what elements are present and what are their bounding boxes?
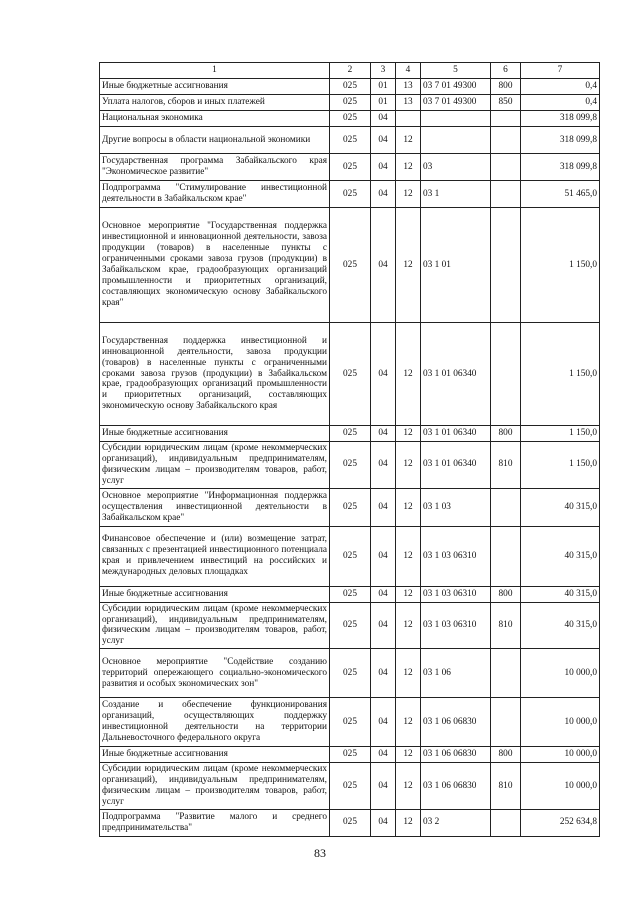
cell-amount: 10 000,0 — [521, 763, 600, 810]
cell-amount: 318 099,8 — [521, 154, 600, 181]
cell-expense-type: 810 — [491, 763, 521, 810]
table-row — [100, 488, 600, 526]
header-cell-expense-type: 6 — [491, 63, 521, 79]
cell-amount: 10 000,0 — [521, 649, 600, 698]
cell-amount: 252 634,8 — [521, 809, 600, 836]
table-row — [100, 181, 600, 208]
header-cell-ministry: 2 — [330, 63, 371, 79]
cell-section: 01 — [371, 79, 396, 95]
cell-section: 04 — [371, 154, 396, 181]
cell-name: Государственная поддержка инвестиционной и инновационной деятельности, завоза продукции (товаров) в населенные пункты с ограниченными сроками завоза грузов (продукции) в Забайкальском крае, градообразующих организаций промышленности и приоритетных организаций, составляющих экономическую основу Забайкальского края — [100, 323, 330, 426]
cell-amount: 1 150,0 — [521, 442, 600, 489]
table-row — [100, 208, 600, 323]
cell-ministry-code: 025 — [330, 442, 371, 489]
cell-subsection: 12 — [396, 154, 421, 181]
cell-name: Уплата налогов, сборов и иных платежей — [100, 95, 330, 111]
cell-name: Финансовое обеспечение и (или) возмещение затрат, связанных с презентацией инвестиционного потенциала края и привлечением инвестиций на российских и международных деловых площадках — [100, 526, 330, 586]
cell-ministry-code: 025 — [330, 79, 371, 95]
cell-amount: 40 315,0 — [521, 526, 600, 586]
cell-target-article: 03 1 06 — [421, 649, 491, 698]
cell-target-article: 03 1 03 — [421, 488, 491, 526]
cell-section: 04 — [371, 181, 396, 208]
cell-expense-type — [491, 488, 521, 526]
header-cell-target-article: 5 — [421, 63, 491, 79]
cell-section: 04 — [371, 526, 396, 586]
cell-section: 04 — [371, 208, 396, 323]
cell-target-article: 03 1 01 — [421, 208, 491, 323]
table-row — [100, 649, 600, 698]
cell-subsection: 12 — [396, 809, 421, 836]
header-cell-name: 1 — [100, 63, 330, 79]
cell-amount: 318 099,8 — [521, 127, 600, 154]
cell-section: 04 — [371, 488, 396, 526]
header-cell-amount: 7 — [521, 63, 600, 79]
cell-subsection: 12 — [396, 208, 421, 323]
cell-subsection: 13 — [396, 79, 421, 95]
cell-amount: 40 315,0 — [521, 602, 600, 649]
cell-subsection — [396, 111, 421, 127]
cell-name: Субсидии юридическим лицам (кроме некоммерческих организаций), индивидуальным предпринимателям, физическим лицам – производителям товаров, работ, услуг — [100, 763, 330, 810]
table-row — [100, 526, 600, 586]
cell-subsection: 12 — [396, 426, 421, 442]
cell-expense-type — [491, 127, 521, 154]
table-row — [100, 95, 600, 111]
cell-target-article: 03 1 — [421, 181, 491, 208]
page-number: 83 — [314, 846, 326, 860]
cell-ministry-code: 025 — [330, 95, 371, 111]
table-row — [100, 698, 600, 747]
table-row — [100, 79, 600, 95]
cell-amount: 10 000,0 — [521, 747, 600, 763]
cell-expense-type: 800 — [491, 586, 521, 602]
cell-expense-type — [491, 809, 521, 836]
cell-target-article: 03 7 01 49300 — [421, 79, 491, 95]
cell-section: 04 — [371, 586, 396, 602]
cell-expense-type — [491, 154, 521, 181]
table-row — [100, 442, 600, 489]
cell-ministry-code: 025 — [330, 323, 371, 426]
table-row — [100, 426, 600, 442]
cell-amount: 40 315,0 — [521, 488, 600, 526]
cell-amount: 318 099,8 — [521, 111, 600, 127]
cell-ministry-code: 025 — [330, 154, 371, 181]
table-row — [100, 127, 600, 154]
cell-target-article — [421, 111, 491, 127]
table-row — [100, 763, 600, 810]
cell-ministry-code: 025 — [330, 763, 371, 810]
cell-subsection: 12 — [396, 181, 421, 208]
cell-target-article: 03 1 03 06310 — [421, 586, 491, 602]
cell-name: Иные бюджетные ассигнования — [100, 79, 330, 95]
cell-expense-type — [491, 111, 521, 127]
cell-subsection: 12 — [396, 488, 421, 526]
cell-expense-type — [491, 323, 521, 426]
cell-subsection: 12 — [396, 698, 421, 747]
cell-amount: 1 150,0 — [521, 208, 600, 323]
cell-expense-type — [491, 649, 521, 698]
cell-target-article: 03 1 01 06340 — [421, 323, 491, 426]
cell-ministry-code: 025 — [330, 649, 371, 698]
cell-name: Субсидии юридическим лицам (кроме некоммерческих организаций), индивидуальным предпринимателям, физическим лицам – производителям товаров, работ, услуг — [100, 442, 330, 489]
cell-amount: 10 000,0 — [521, 698, 600, 747]
cell-amount: 1 150,0 — [521, 323, 600, 426]
cell-name: Основное мероприятие "Содействие созданию территорий опережающего социально-экономического развития и особых экономических зон" — [100, 649, 330, 698]
cell-expense-type: 810 — [491, 602, 521, 649]
cell-amount: 0,4 — [521, 95, 600, 111]
cell-ministry-code: 025 — [330, 181, 371, 208]
cell-section: 04 — [371, 127, 396, 154]
cell-section: 04 — [371, 649, 396, 698]
header-row — [100, 63, 600, 79]
cell-section: 04 — [371, 111, 396, 127]
cell-amount: 0,4 — [521, 79, 600, 95]
cell-section: 04 — [371, 698, 396, 747]
table-row — [100, 586, 600, 602]
table-row — [100, 747, 600, 763]
cell-name: Создание и обеспечение функционирования организаций, осуществляющих поддержку инвестиционной деятельности на территории Дальневосточного федерального округа — [100, 698, 330, 747]
cell-subsection: 12 — [396, 323, 421, 426]
cell-expense-type: 800 — [491, 426, 521, 442]
cell-target-article: 03 2 — [421, 809, 491, 836]
cell-ministry-code: 025 — [330, 526, 371, 586]
cell-name: Субсидии юридическим лицам (кроме некоммерческих организаций), индивидуальным предпринимателям, физическим лицам – производителям товаров, работ, услуг — [100, 602, 330, 649]
cell-name: Другие вопросы в области национальной экономики — [100, 127, 330, 154]
cell-section: 04 — [371, 747, 396, 763]
cell-ministry-code: 025 — [330, 426, 371, 442]
cell-expense-type: 800 — [491, 79, 521, 95]
header-cell-section: 3 — [371, 63, 396, 79]
cell-subsection: 13 — [396, 95, 421, 111]
cell-ministry-code: 025 — [330, 111, 371, 127]
cell-target-article: 03 1 01 06340 — [421, 426, 491, 442]
cell-target-article: 03 1 03 06310 — [421, 526, 491, 586]
cell-ministry-code: 025 — [330, 586, 371, 602]
cell-ministry-code: 025 — [330, 488, 371, 526]
cell-name: Основное мероприятие "Государственная поддержка инвестиционной и инновационной деятельности, завоза продукции (товаров) в населенные пункты с ограниченными сроками завоза грузов (продукции) в Забайкальском крае, градообразующих организаций промышленности и приоритетных организаций, составляющих экономическую основу Забайкальского края" — [100, 208, 330, 323]
cell-subsection: 12 — [396, 747, 421, 763]
cell-target-article: 03 1 06 06830 — [421, 698, 491, 747]
cell-section: 01 — [371, 95, 396, 111]
cell-expense-type — [491, 181, 521, 208]
cell-name: Подпрограмма "Развитие малого и среднего предпринимательства" — [100, 809, 330, 836]
cell-subsection: 12 — [396, 526, 421, 586]
cell-expense-type: 810 — [491, 442, 521, 489]
cell-ministry-code: 025 — [330, 208, 371, 323]
cell-ministry-code: 025 — [330, 127, 371, 154]
table-row — [100, 323, 600, 426]
table-row — [100, 602, 600, 649]
cell-name: Основное мероприятие "Информационная поддержка осуществления инвестиционной деятельности в Забайкальском крае" — [100, 488, 330, 526]
cell-expense-type: 800 — [491, 747, 521, 763]
cell-amount: 40 315,0 — [521, 586, 600, 602]
cell-section: 04 — [371, 809, 396, 836]
cell-ministry-code: 025 — [330, 602, 371, 649]
cell-target-article: 03 1 01 06340 — [421, 442, 491, 489]
cell-expense-type: 850 — [491, 95, 521, 111]
cell-section: 04 — [371, 426, 396, 442]
cell-section: 04 — [371, 602, 396, 649]
cell-section: 04 — [371, 323, 396, 426]
cell-target-article — [421, 127, 491, 154]
cell-target-article: 03 1 06 06830 — [421, 763, 491, 810]
cell-amount: 51 465,0 — [521, 181, 600, 208]
cell-subsection: 12 — [396, 763, 421, 810]
cell-section: 04 — [371, 442, 396, 489]
cell-subsection: 12 — [396, 649, 421, 698]
cell-ministry-code: 025 — [330, 698, 371, 747]
cell-amount: 1 150,0 — [521, 426, 600, 442]
cell-name: Иные бюджетные ассигнования — [100, 747, 330, 763]
cell-name: Подпрограмма "Стимулирование инвестиционной деятельности в Забайкальском крае" — [100, 181, 330, 208]
cell-expense-type — [491, 208, 521, 323]
cell-expense-type — [491, 526, 521, 586]
cell-subsection: 12 — [396, 442, 421, 489]
cell-target-article: 03 1 03 06310 — [421, 602, 491, 649]
table-row — [100, 154, 600, 181]
cell-subsection: 12 — [396, 602, 421, 649]
cell-name: Государственная программа Забайкальского края "Экономическое развитие" — [100, 154, 330, 181]
cell-target-article: 03 7 01 49300 — [421, 95, 491, 111]
cell-target-article: 03 — [421, 154, 491, 181]
cell-target-article: 03 1 06 06830 — [421, 747, 491, 763]
cell-name: Иные бюджетные ассигнования — [100, 426, 330, 442]
cell-name: Иные бюджетные ассигнования — [100, 586, 330, 602]
header-cell-subsection: 4 — [396, 63, 421, 79]
cell-name: Национальная экономика — [100, 111, 330, 127]
cell-ministry-code: 025 — [330, 809, 371, 836]
cell-ministry-code: 025 — [330, 747, 371, 763]
budget-table — [99, 62, 600, 837]
table-row — [100, 111, 600, 127]
cell-subsection: 12 — [396, 127, 421, 154]
cell-expense-type — [491, 698, 521, 747]
table-row — [100, 809, 600, 836]
cell-subsection: 12 — [396, 586, 421, 602]
cell-section: 04 — [371, 763, 396, 810]
